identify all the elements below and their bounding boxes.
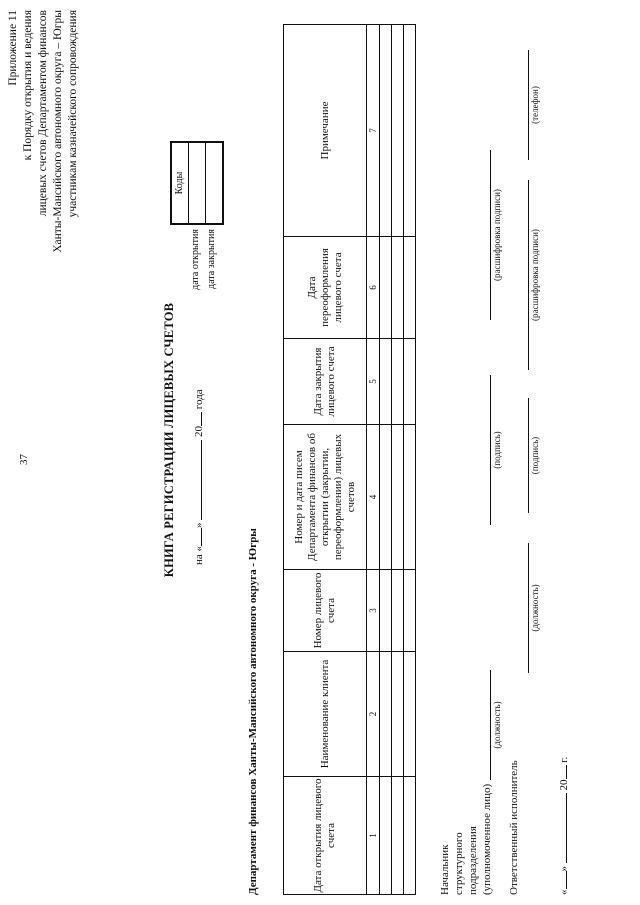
appendix-line: Ханты-Мансийского автономного округа – Югры xyxy=(52,10,64,253)
executor-position-caption: (должность) xyxy=(530,584,540,632)
page-number: 37 xyxy=(18,454,30,465)
executor-decoding-line[interactable] xyxy=(528,180,529,370)
appendix-line: к Порядку открытия и ведения xyxy=(22,10,34,161)
year-blank[interactable] xyxy=(556,766,567,780)
table-cell[interactable] xyxy=(392,25,404,237)
date-prefix: на « xyxy=(193,545,205,565)
date-prefix: « xyxy=(558,889,570,895)
day-blank[interactable] xyxy=(190,528,202,546)
table-row xyxy=(404,25,416,895)
month-blank[interactable] xyxy=(556,793,567,863)
column-index: 7 xyxy=(367,25,380,237)
executor-signature-line[interactable] xyxy=(528,398,529,513)
table-cell[interactable] xyxy=(392,570,404,652)
executor-signature-caption: (подпись) xyxy=(530,436,540,475)
column-index: 1 xyxy=(367,777,380,895)
date-mid: » xyxy=(193,522,205,528)
table-cell[interactable] xyxy=(392,425,404,570)
column-index: 5 xyxy=(367,339,380,425)
appendix-line: лицевых счетов Департаментом финансов xyxy=(37,10,49,217)
column-index-row xyxy=(367,25,380,895)
head-label-line: Начальник xyxy=(439,844,451,895)
open-date-label: дата открытия xyxy=(190,229,201,290)
year-prefix: 20 xyxy=(558,779,570,791)
column-index: 6 xyxy=(367,237,380,339)
head-position-caption: (должность) xyxy=(492,701,502,749)
register-table xyxy=(283,24,416,895)
table-cell[interactable] xyxy=(404,339,416,425)
codes-box xyxy=(170,141,224,225)
table-cell[interactable] xyxy=(392,339,404,425)
appendix-line: участникам казначейского сопровождения xyxy=(67,10,79,218)
head-decoding-line[interactable] xyxy=(490,150,491,320)
table-cell[interactable] xyxy=(380,339,392,425)
close-date-label: дата закрытия xyxy=(206,229,217,289)
column-header: Дата закрытия лицевого счета xyxy=(284,339,367,425)
column-index: 3 xyxy=(367,570,380,652)
table-row xyxy=(380,25,392,895)
year-blank[interactable] xyxy=(190,412,202,426)
executor-phone-caption: (телефон) xyxy=(530,86,540,124)
executor-label: Ответственный исполнитель xyxy=(508,760,520,895)
head-signature-line[interactable] xyxy=(490,375,491,525)
date-mid: » xyxy=(558,866,570,872)
table-cell[interactable] xyxy=(380,237,392,339)
table-cell[interactable] xyxy=(392,652,404,777)
table-cell[interactable] xyxy=(404,237,416,339)
year-suffix: г. xyxy=(558,756,570,763)
table-cell[interactable] xyxy=(380,652,392,777)
column-index: 4 xyxy=(367,425,380,570)
book-date-line xyxy=(190,305,205,565)
column-header: Номер и дата писем Департамента финансов об открытии (закрытии, переоформлении) лицевых счетов xyxy=(284,425,367,570)
table-cell[interactable] xyxy=(392,237,404,339)
table-cell[interactable] xyxy=(404,425,416,570)
codes-header: Коды xyxy=(174,171,185,195)
executor-position-line[interactable] xyxy=(528,543,529,673)
column-index: 2 xyxy=(367,652,380,777)
table-cell[interactable] xyxy=(380,777,392,895)
head-label-line: структурного xyxy=(453,832,465,895)
table-row xyxy=(392,25,404,895)
head-label-line: подразделения xyxy=(467,826,479,895)
head-signature-caption: (подпись) xyxy=(492,431,502,469)
organization-name: Департамент финансов Ханты-Мансийского автономного округа - Югры xyxy=(247,528,259,895)
table-header-row xyxy=(284,25,367,895)
table-cell[interactable] xyxy=(380,25,392,237)
column-header: Наименование клиента xyxy=(284,652,367,777)
table-cell[interactable] xyxy=(380,570,392,652)
close-date-code-cell[interactable] xyxy=(205,143,222,223)
table-cell[interactable] xyxy=(380,425,392,570)
head-label-line: (уполномоченное лицо) xyxy=(481,783,493,895)
head-position-line[interactable] xyxy=(490,670,491,780)
appendix-header xyxy=(6,10,81,390)
executor-decoding-caption: (расшифровка подписи) xyxy=(530,229,540,321)
day-blank[interactable] xyxy=(556,872,567,890)
column-header: Примечание xyxy=(284,25,367,237)
open-date-code-cell[interactable] xyxy=(188,143,205,223)
table-cell[interactable] xyxy=(404,25,416,237)
head-decoding-caption: (расшифровка подписи) xyxy=(492,189,502,281)
table-cell[interactable] xyxy=(404,652,416,777)
year-suffix: года xyxy=(193,389,205,410)
table-cell[interactable] xyxy=(404,570,416,652)
table-cell[interactable] xyxy=(404,777,416,895)
signature-date-line xyxy=(556,757,570,895)
head-signature-label xyxy=(438,784,494,895)
column-header: Номер лицевого счета xyxy=(284,570,367,652)
month-blank[interactable] xyxy=(190,440,202,520)
year-prefix: 20 xyxy=(193,425,205,437)
appendix-line: Приложение 11 xyxy=(7,10,19,86)
book-title: КНИГА РЕГИСТРАЦИИ ЛИЦЕВЫХ СЧЕТОВ xyxy=(162,302,176,578)
column-header: Дата переоформления лицевого счета xyxy=(284,237,367,339)
table-cell[interactable] xyxy=(392,777,404,895)
executor-phone-line[interactable] xyxy=(528,50,529,160)
column-header: Дата открытия лицевого счета xyxy=(284,777,367,895)
